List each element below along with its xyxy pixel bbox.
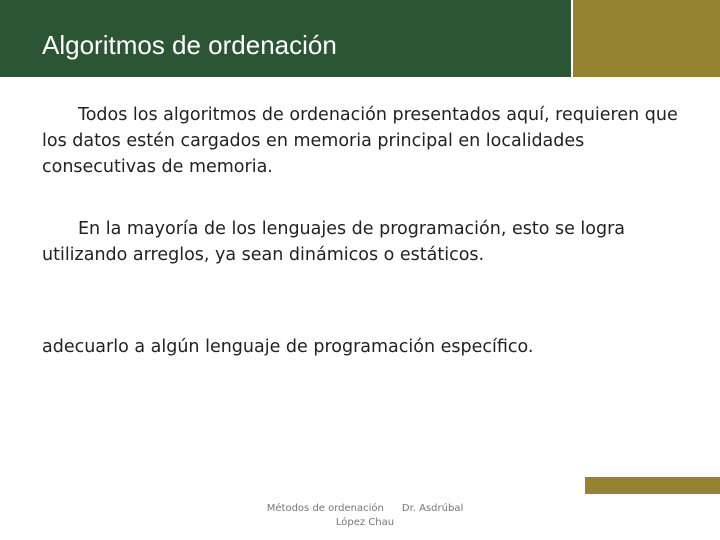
bottom-accent-bar xyxy=(585,477,720,494)
footer-topic: Métodos de ordenación xyxy=(266,503,384,514)
footer xyxy=(250,502,480,530)
paragraph-memory: Todos los algoritmos de ordenación presentados aquí, requieren que los datos estén cargados en memoria principal en localidades consecutivas de memoria. xyxy=(42,105,678,177)
footer-line-1 xyxy=(250,502,480,516)
footer-author-second: López Chau xyxy=(335,517,395,528)
paragraph-arrays: En la mayoría de los lenguajes de programación, esto se logra utilizando arreglos, ya sean dinámicos o estáticos. xyxy=(42,219,626,265)
title-accent-block xyxy=(571,0,720,77)
paragraph-language: adecuarlo a algún lenguaje de programación específico. xyxy=(42,337,534,357)
title-accent-divider xyxy=(571,0,573,77)
slide-title: Algoritmos de ordenación xyxy=(42,30,337,60)
footer-author-first: Dr. Asdrúbal xyxy=(401,503,464,514)
